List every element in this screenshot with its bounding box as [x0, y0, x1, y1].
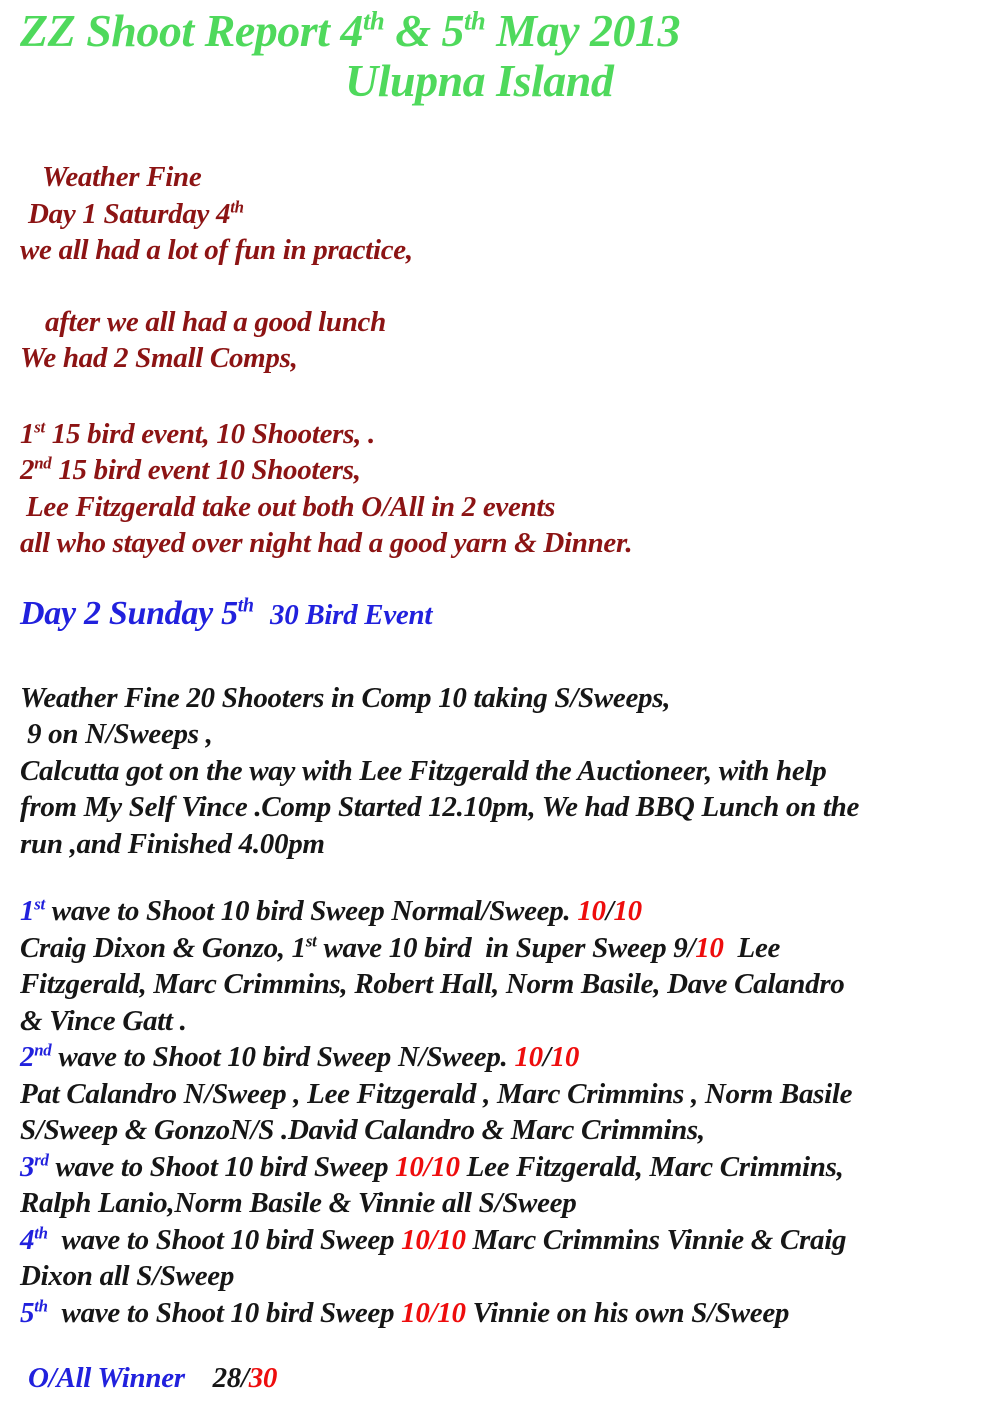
text-run: wave to Shoot 10 bird Sweep — [47, 1223, 402, 1256]
text-run: ZZ Shoot Report 4 — [20, 5, 363, 56]
text-run: th — [230, 196, 244, 216]
text-run: st — [34, 894, 45, 914]
text-run: th — [463, 5, 486, 36]
text-run: Lee — [723, 931, 781, 964]
text-run: 15 bird event, 10 Shooters, . — [44, 417, 375, 450]
text-run: Marc Crimmins Vinnie & Craig — [465, 1223, 847, 1256]
text-run: st — [34, 416, 45, 436]
text-run: wave to Shoot 10 bird Sweep — [47, 1296, 402, 1329]
weather-day1-line — [20, 159, 1000, 196]
wave3-line-2 — [20, 1185, 1000, 1222]
text-run: Lee Fitzgerald, Marc Crimmins, — [459, 1150, 844, 1183]
text-run: 15 bird event 10 Shooters, — [51, 454, 361, 486]
day1-lunch-line — [20, 304, 1000, 341]
text-run: 2 — [20, 454, 35, 486]
text-run: all who stayed over night had a good yarn & Dinner. — [20, 527, 633, 559]
wave4-line-1 — [20, 1222, 1000, 1259]
wave2-line-3 — [20, 1112, 1000, 1149]
text-run: 9 on N/Sweeps , — [27, 718, 213, 750]
text-run: 28/ — [184, 1362, 249, 1394]
text-run: wave to Shoot 10 bird Sweep Normal/Sweep. — [44, 895, 578, 927]
wave5-line-1 — [20, 1295, 1000, 1332]
wave3-line-1 — [20, 1149, 1000, 1186]
text-run: / — [605, 895, 614, 927]
report-title-line-2 — [20, 56, 1000, 106]
text-run: 10 — [613, 895, 642, 927]
text-run: S/Sweep & GonzoN/S .David Calandro & Marc Crimmins, — [20, 1114, 705, 1146]
day1-dinner-line — [20, 525, 1000, 562]
text-run: 10 — [577, 895, 606, 927]
day2-weather-line — [20, 680, 1000, 717]
text-run: wave to Shoot 10 bird Sweep — [48, 1150, 396, 1183]
day2-calcutta-line-1 — [20, 753, 1000, 790]
text-run: wave 10 bird in Super Sweep 9/ — [316, 931, 696, 964]
text-run: / — [542, 1041, 551, 1073]
text-run: 30 Bird Event — [270, 598, 433, 631]
text-run: We had 2 Small Comps, — [20, 342, 298, 374]
text-run: we all had a lot of fun in practice, — [20, 234, 413, 266]
text-run: Day 2 Sunday 5 — [20, 594, 238, 632]
text-run: wave to Shoot 10 bird Sweep N/Sweep. — [51, 1041, 515, 1073]
report-title-line-1 — [20, 6, 1000, 56]
text-run: 2 — [20, 1041, 35, 1073]
text-run: 10/10 — [401, 1223, 466, 1256]
text-run: 4 — [20, 1223, 35, 1256]
text-run: Calcutta got on the way with Lee Fitzgerald the Auctioneer, with help — [20, 754, 827, 787]
text-run: nd — [34, 453, 52, 473]
text-run: 1 — [20, 895, 35, 927]
wave1-line-1 — [20, 893, 1000, 930]
day1-oall-line — [20, 489, 1000, 526]
day1-heading-line — [20, 196, 1000, 233]
day2-nsweeps-line — [20, 716, 1000, 753]
day2-calcutta-line-2 — [20, 789, 1000, 826]
text-run: Craig Dixon & Gonzo, 1 — [20, 931, 306, 964]
text-run: from My Self Vince .Comp Started 12.10pm, We had BBQ Lunch on the — [20, 791, 860, 823]
wave1-line-4 — [20, 1003, 1000, 1040]
text-run — [254, 595, 270, 632]
wave4-line-2 — [20, 1258, 1000, 1295]
text-run: & Vince Gatt . — [20, 1004, 187, 1037]
text-run: 3 — [20, 1150, 35, 1183]
text-run: Weather Fine 20 Shooters in Comp 10 taking S/Sweeps, — [20, 681, 671, 714]
text-run: Day 1 Saturday 4 — [28, 197, 231, 230]
text-run: 5 — [20, 1296, 35, 1329]
day1-practice-line — [20, 232, 1000, 269]
text-run: th — [34, 1222, 48, 1242]
text-run: May 2013 — [485, 5, 681, 56]
text-run: O/All Winner — [28, 1362, 185, 1394]
text-run: 10 — [695, 931, 724, 964]
wave2-line-2 — [20, 1076, 1000, 1113]
oall-winner-line — [20, 1360, 1000, 1397]
wave1-line-2 — [20, 930, 1000, 967]
day1-event1-line — [20, 416, 1000, 453]
text-run: 10/10 — [401, 1296, 466, 1329]
text-run: Vinnie on his own S/Sweep — [465, 1296, 790, 1329]
day1-comps-line — [20, 340, 1000, 377]
text-run: 30 — [248, 1362, 278, 1394]
wave2-line-1 — [20, 1039, 1000, 1076]
text-run: st — [305, 930, 317, 950]
text-run: th — [237, 594, 254, 617]
day1-event2-line — [20, 452, 1000, 489]
text-run: rd — [34, 1149, 49, 1169]
text-run: Fitzgerald, Marc Crimmins, Robert Hall, Norm Basile, Dave Calandro — [20, 968, 845, 1000]
text-run: Dixon all S/Sweep — [20, 1260, 235, 1292]
text-run: Lee Fitzgerald take out both O/All in 2 events — [26, 490, 556, 523]
text-run: run ,and Finished 4.00pm — [20, 827, 325, 860]
text-run: & 5 — [384, 5, 464, 56]
day2-heading-line — [20, 592, 1000, 637]
text-run: Ralph Lanio,Norm Basile & Vinnie all S/Sweep — [20, 1187, 577, 1219]
text-run: Ulupna Island — [345, 55, 614, 106]
text-run: after we all had a good lunch — [45, 305, 386, 338]
text-run: Weather Fine — [42, 161, 202, 193]
text-run: 10/10 — [395, 1150, 460, 1183]
text-run: th — [34, 1295, 48, 1315]
text-run: 10 — [514, 1041, 543, 1073]
text-run: 1 — [20, 417, 35, 450]
text-run: Pat Calandro N/Sweep , Lee Fitzgerald , Marc Crimmins , Norm Basile — [20, 1077, 853, 1110]
wave1-line-3 — [20, 966, 1000, 1003]
text-run: th — [362, 5, 385, 36]
day2-calcutta-line-3 — [20, 826, 1000, 863]
text-run: 10 — [550, 1041, 580, 1073]
text-run: nd — [34, 1040, 52, 1060]
